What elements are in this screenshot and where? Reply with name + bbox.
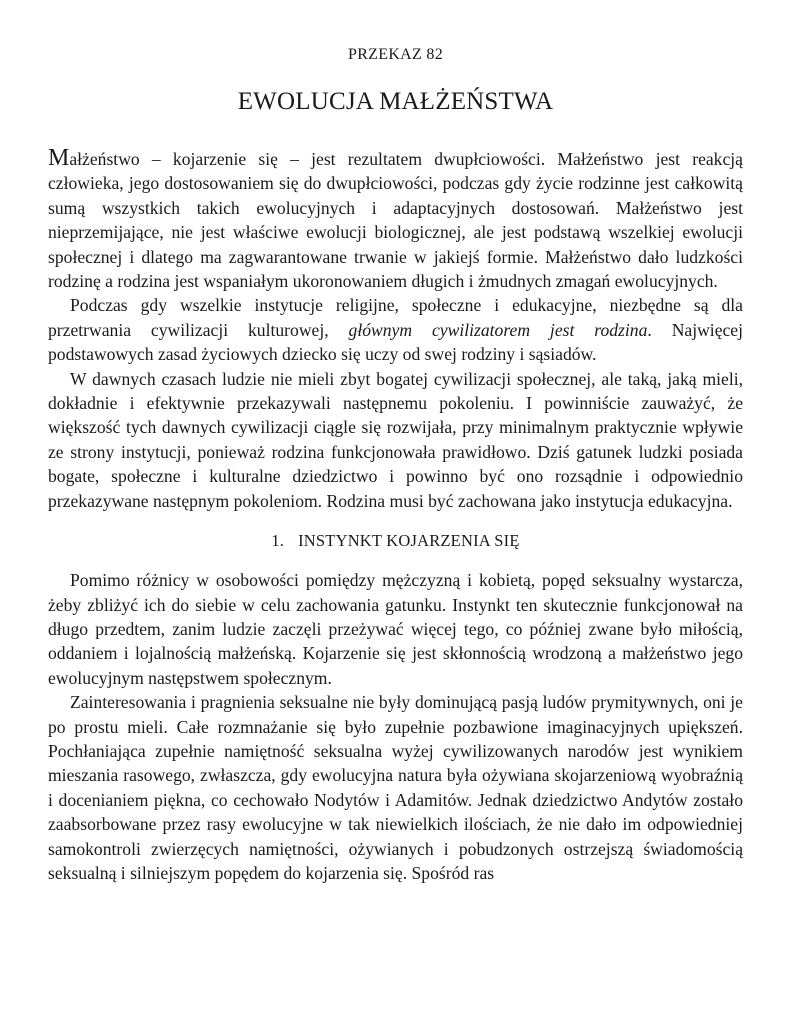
- section-heading: [48, 531, 743, 551]
- section-number: 1.: [271, 531, 285, 551]
- paragraph: Pomimo różnicy w osobowości pomiędzy mężczyzną i kobietą, popęd seksualny wystarcza, żeby zbliżyć ich do siebie w celu zachowania gatunku. Instynkt ten skutecznie funkcjonował na długo przedtem, zanim ludzie zaczęli przeżywać więcej tego, co później zwane było miłością, oddaniem i lojalnością małżeńską. Kojarzenie się jest skłonnością wrodzoną a małżeństwo jego ewolucyjnym następstwem społecznym.: [48, 570, 743, 688]
- intro-paragraph: [48, 146, 743, 293]
- paragraph-text: Podczas gdy wszelkie instytucje religijne, społeczne i edukacyjne, niezbędne są dla przetrwania cywilizacji kulturowej,: [48, 295, 743, 340]
- intro-text: ałżeństwo – kojarzenie się – jest rezultatem dwupłciowości. Małżeństwo jest reakcją człowieka, jego dostosowaniem się do dwupłciowości, podczas gdy życie rodzinne jest całkowitą sumą wszystkich takich ewolucyjnych i adaptacyjnych dostosowań. Małżeństwo jest nieprzemijające, nie jest właściwe ewolucji biologicznej, ale jest podstawą wszelkiej ewolucji społecznej i dlatego ma zagwarantowane trwanie w jakiejś formie. Małżeństwo dało ludzkości rodzinę a rodzina jest wspaniałym ukoronowaniem długich i żmudnych zmagań ewolucyjnych.: [48, 149, 743, 292]
- drop-cap: M: [48, 145, 70, 171]
- paragraph: [48, 293, 743, 366]
- paragraph-text: . Najwięcej podstawowych zasad życiowych dziecko się uczy od swej rodziny i sąsiadów.: [48, 319, 744, 365]
- paragraph: Zainteresowania i pragnienia seksualne nie były dominującą pasją ludów prymitywnych, oni je po prostu mieli. Całe rozmnażanie się było zupełnie pozbawione imaginacyjnych upiększeń. Pochłaniająca zupełnie namiętność seksualna wyżej cywilizowanych narodów jest wynikiem mieszania rasowego, zwłaszcza, gdy ewolucyjna natura była ożywiana skojarzeniową wyobraźnią i docenianiem piękna, co cechowało Nodytów i Adamitów. Jednak dziedzictwo Andytów zostało zaabsorbowane przez rasy ewolucyjne w tak niewielkich ilościach, że nie dało im odpowiedniej samokontroli zwierzęcych namiętności, ożywianych i pobudzonych ostrzejszą świadomością seksualną i silniejszym popędem do kojarzenia się. Spośród ras: [48, 692, 743, 883]
- document-body: [48, 146, 743, 885]
- page-title: EWOLUCJA MAŁŻEŃSTWA: [237, 88, 554, 115]
- emphasis-text: głównym cywilizatorem jest rodzina: [348, 319, 648, 340]
- paragraph: W dawnych czasach ludzie nie mieli zbyt bogatej cywilizacji społecznej, ale taką, jaką mieli, dokładnie i efektywnie przekazywali następnemu pokoleniu. I powinniście zauważyć, że większość tych dawnych cywilizacji ciągle się rozwijała, przy minimalnym praktycznie wpływie ze strony instytucji, ponieważ rodzina funkcjonowała prawidłowo. Dziś gatunek ludzki posiada bogate, społeczne i kulturalne dziedzictwo i powinno być ono rozsądnie i odpowiednio przekazywane następnym pokoleniom. Rodzina musi być zachowana jako instytucja edukacyjna.: [48, 368, 743, 511]
- paper-number: PRZEKAZ 82: [348, 46, 443, 63]
- section-title: INSTYNKT KOJARZENIA SIĘ: [298, 531, 520, 551]
